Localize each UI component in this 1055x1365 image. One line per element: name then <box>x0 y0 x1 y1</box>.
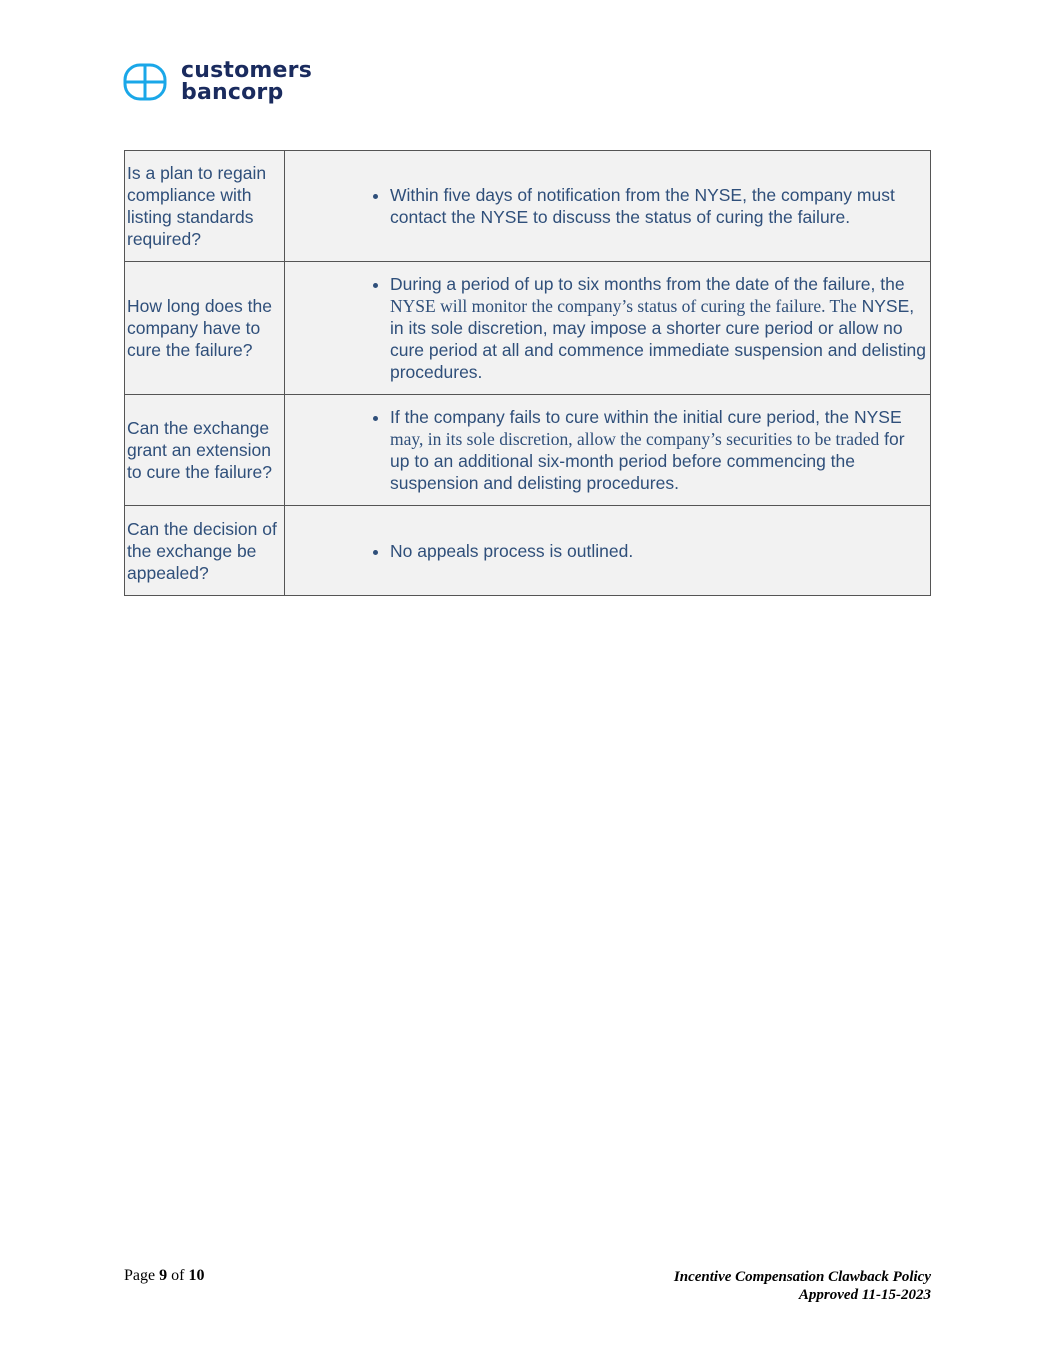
logo-line-2: bancorp <box>181 80 284 105</box>
answer-bullet: • Within five days of notification from the NYSE, the company must contact the NYSE to discuss the status of curing the failure. <box>390 184 928 228</box>
page-of: of <box>171 1267 185 1284</box>
page-current: 9 <box>159 1267 168 1284</box>
answer-text-serif: NYSE will monitor the company’s status of curing the failure. The <box>390 296 857 316</box>
answer-text: During a period of up to six months from the date of the failure, the <box>390 274 905 294</box>
page-total: 10 <box>188 1267 205 1284</box>
answer-bullet <box>390 406 928 494</box>
answer-cell <box>285 395 931 506</box>
table-row <box>125 151 931 262</box>
answer-text: If the company fails to cure within the initial cure period, the NYSE <box>390 407 902 427</box>
logo-line-1: customers <box>181 58 313 83</box>
answer-bullet: • No appeals process is outlined. <box>390 540 928 562</box>
question-cell: Is a plan to regain compliance with listing standards required? <box>125 151 285 262</box>
answer-bullet <box>390 273 928 383</box>
answer-cell <box>285 262 931 395</box>
answer-text: NYSE, in its sole discretion, may impose a shorter cure period or allow no cure period at all and commence immediate suspension and delisting procedures. <box>390 296 926 382</box>
question-cell: Can the exchange grant an extension to cure the failure? <box>125 395 285 506</box>
footer-policy-info <box>674 1268 931 1304</box>
page-label: Page <box>124 1267 156 1284</box>
table-row <box>125 506 931 596</box>
question-cell: How long does the company have to cure the failure? <box>125 262 285 395</box>
question-cell: Can the decision of the exchange be appealed? <box>125 506 285 596</box>
logo-wordmark <box>181 60 312 104</box>
answer-cell <box>285 151 931 262</box>
approval-date: Approved 11-15-2023 <box>798 1287 931 1303</box>
answer-text-serif: may, in its sole discretion, allow the company’s securities to be traded <box>390 429 880 449</box>
page-number <box>124 1267 204 1285</box>
answer-cell <box>285 506 931 596</box>
customers-bancorp-logo-icon <box>123 62 167 102</box>
table-row <box>125 395 931 506</box>
policy-title: Incentive Compensation Clawback Policy <box>673 1269 931 1285</box>
company-logo <box>123 60 312 104</box>
answer-text: for up to an additional six-month period before commencing the suspension and delisting procedures. <box>390 429 905 493</box>
table-row <box>125 262 931 395</box>
listing-standards-faq-table <box>124 150 931 596</box>
